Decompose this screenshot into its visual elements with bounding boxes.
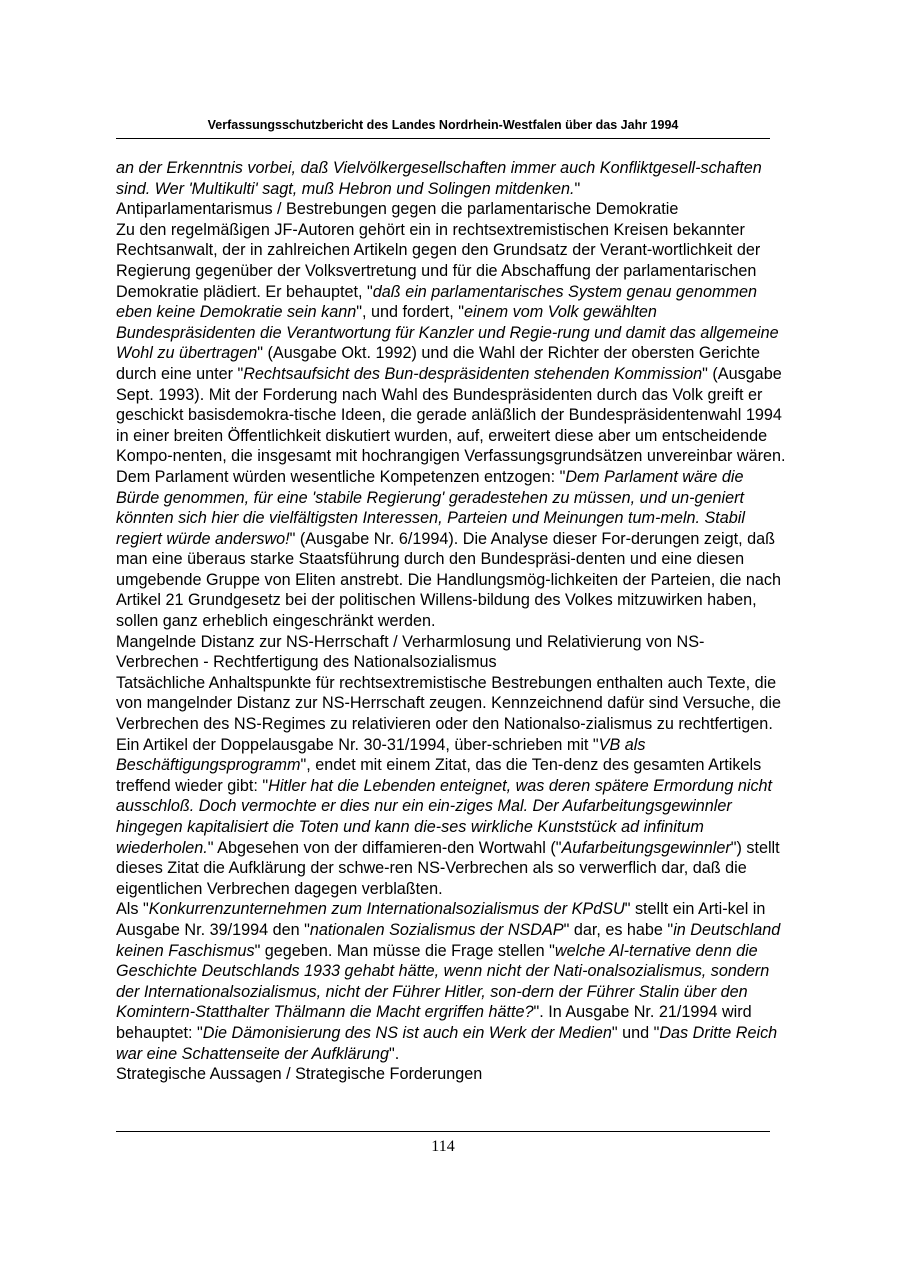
paragraph-antiparlamentarismus: Zu den regelmäßigen JF-Autoren gehört ein in rechtsextremistischen Kreisen bekannter Rechtsanwalt, der in zahlreichen Artikeln gegen den Grundsatz der Verant-wortlichkeit der Regierung gegenüber der Volksvertretung und für die Abschaffung der parlamentarischen Demokratie plädiert. Er behauptet, "daß ein parlamentarisches System genau genommen eben keine Demokratie sein kann", und fordert, "einem vom Volk gewählten Bundespräsidenten die Verantwortung für Kanzler und Regie-rung und damit das allgemeine Wohl zu übertragen" (Ausgabe Okt. 1992) und die Wahl der Richter der obersten Gerichte durch eine unter "Rechtsaufsicht des Bun-despräsidenten stehenden Kommission" (Ausgabe Sept. 1993). Mit der Forderung nach Wahl des Bundespräsidenten durch das Volk greift er geschickt basisdemokra-tische Ideen, die gerade anläßlich der Bundespräsidentenwahl 1994 in einer breiten Öffentlichkeit diskutiert wurden, auf, erweitert diese aber um entscheidende Kompo-nenten, die insgesamt mit hochrangigen Verfassungsgrundsätzen unvereinbar wären. Dem Parlament würden wesentliche Kompetenzen entzogen: "Dem Parlament wäre die Bürde genommen, für eine 'stabile Regierung' geradestehen zu müssen, und un-geniert könnten sich hier die vielfältigsten Interessen, Parteien und Meinungen tum-meln. Stabil regiert würde anderswo!" (Ausgabe Nr. 6/1994). Die Analyse dieser For-derungen zeigt, daß man eine überaus starke Staatsführung durch den Bundespräsi-denten und eine diesen umgebende Gruppe von Eliten anstrebt. Die Handlungsmög-lichkeiten der Parteien, die nach Artikel 21 Grundgesetz bei der politischen Willens-bildung des Volkes mitzuwirken haben, sollen ganz erheblich eingeschränkt werden.	[116, 220, 786, 631]
paragraph-ns-herrschaft: Tatsächliche Anhaltspunkte für rechtsextremistische Bestrebungen enthalten auch Texte, die von mangelnder Distanz zur NS-Herrschaft zeugen. Kennzeichnend dafür sind Versuche, die Verbrechen des NS-Regimes zu relativieren oder den Nationalso-zialismus zu rechtfertigen. Ein Artikel der Doppelausgabe Nr. 30-31/1994, über-schrieben mit "VB als Beschäftigungsprogramm", endet mit einem Zitat, das die Ten-denz des gesamten Artikels treffend wieder gibt: "Hitler hat die Lebenden enteignet, was deren spätere Ermordung nicht ausschloß. Doch vermochte er dies nur ein ein-ziges Mal. Der Aufarbeitungsgewinnler hingegen kapitalisiert die Toten und kann die-ses wirkliche Kunststück ad infinitum wiederholen." Abgesehen von der diffamieren-den Wortwahl ("Aufarbeitungsgewinnler") stellt dieses Zitat die Aufklärung der schwe-ren NS-Verbrechen als so verwerflich dar, daß die eigentlichen Verbrechen dagegen verblaßten.	[116, 673, 781, 898]
section-heading-ns-herrschaft: Mangelnde Distanz zur NS-Herrschaft / Verharmlosung und Relativierung von NS-Verbrechen - Rechtfertigung des Nationalsozialismus	[116, 632, 705, 672]
section-heading-antiparlamentarismus: Antiparlamentarismus / Bestrebungen gegen die parlamentarische Demokratie	[116, 200, 679, 219]
paragraph-quote-continuation: an der Erkenntnis vorbei, daß Vielvölkergesellschaften immer auch Konfliktgesell-schaften sind. Wer 'Multikulti' sagt, muß Hebron und Solingen mitdenken."	[116, 159, 762, 198]
running-header: Verfassungsschutzbericht des Landes Nordrhein-Westfalen über das Jahr 1994	[207, 118, 679, 132]
section-heading-strategische-aussagen: Strategische Aussagen / Strategische Forderungen	[116, 1065, 483, 1084]
body-text	[116, 158, 786, 1085]
footer-rule	[116, 1131, 770, 1132]
paragraph-konkurrenzunternehmen: Als "Konkurrenzunternehmen zum Internationalsozialismus der KPdSU" stellt ein Arti-kel in Ausgabe Nr. 39/1994 den "nationalen Sozialismus der NSDAP" dar, es habe "in Deutschland keinen Faschismus" gegeben. Man müsse die Frage stellen "welche Al-ternative denn die Geschichte Deutschlands 1933 gehabt hätte, wenn nicht der Nati-onalsozialismus, sondern der Internationalsozialismus, nicht der Führer Hitler, son-dern der Führer Stalin über den Komintern-Statthalter Thälmann die Macht ergriffen hätte?". In Ausgabe Nr. 21/1994 wird behauptet: "Die Dämonisierung des NS ist auch ein Werk der Medien" und "Das Dritte Reich war eine Schattenseite der Aufklärung".	[116, 900, 781, 1063]
header-rule	[116, 138, 770, 139]
page-number: 114	[431, 1138, 455, 1155]
